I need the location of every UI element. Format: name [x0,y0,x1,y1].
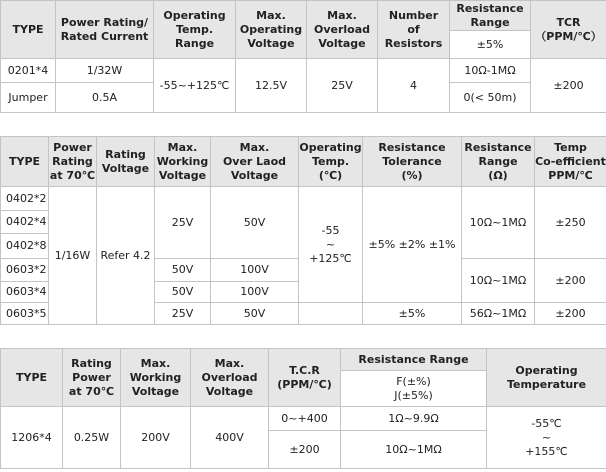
header-resistance-tolerance: Resistance Tolerance (%) [363,137,462,187]
cell-working-voltage: 25V [155,187,211,259]
header-temp-coefficient: Temp Co-efficient PPM/℃ [535,137,606,187]
cell-overload-voltage: 50V [211,187,299,259]
header-power-rating: Power Rating/ Rated Current [56,1,154,59]
cell-resistance-range: 10Ω~1MΩ [341,431,487,469]
header-max-working-voltage: Max. Working Voltage [121,349,191,407]
cell-resistance-range: 10Ω~1MΩ [462,259,535,303]
cell-temp: -55~+125℃ [154,59,236,113]
header-number-of-resistors: Number of Resistors [378,1,450,59]
cell-working-voltage: 200V [121,407,191,469]
cell-temp-coefficient: ±250 [535,187,606,259]
cell-temp-coefficient: ±200 [535,259,606,303]
cell-tcr: ±200 [531,59,606,113]
header-resistance-range: Resistance Range [341,349,487,371]
header-resistance-tolerance: F(±%) J(±5%) [341,371,487,407]
header-operating-temp: Operating Temp. Range [154,1,236,59]
spec-table-0201 [0,0,606,113]
header-type: TYPE [1,1,56,59]
header-max-overload-voltage: Max. Overload Voltage [191,349,269,407]
header-max-operating-voltage: Max. Operating Voltage [236,1,307,59]
header-rating-power: Rating Power at 70℃ [63,349,121,407]
header-resistance-range: Resistance Range (Ω) [462,137,535,187]
cell-operating-temperature: -55℃ ~ +155℃ [487,407,606,469]
cell-type: 0402*4 [1,211,49,234]
cell-overload-voltage: 100V [211,282,299,303]
cell-temp-coefficient: ±200 [535,303,606,325]
cell-operating-temp: -55 ~ +125℃ [299,187,363,303]
cell-type: Jumper [1,83,56,113]
cell-voltage: 12.5V [236,59,307,113]
header-max-overload-voltage: Max. Over Laod Voltage [211,137,299,187]
cell-tcr: ±200 [269,431,341,469]
header-operating-temp: Operating Temp. (℃) [299,137,363,187]
cell-type: 0402*8 [1,234,49,259]
cell-type: 0201*4 [1,59,56,83]
cell-resistance-range: 10Ω~1MΩ [462,187,535,259]
cell-operating-temp-blank [299,303,363,325]
header-tcr: T.C.R (PPM/℃) [269,349,341,407]
spec-table-0402-0603 [0,136,606,325]
cell-type: 0603*2 [1,259,49,282]
table-row [1,59,606,83]
cell-rating-voltage: Refer 4.2 [97,187,155,325]
cell-overload: 25V [307,59,378,113]
cell-resistance: 10Ω-1MΩ [450,59,531,83]
cell-working-voltage: 50V [155,282,211,303]
cell-power: 1/16W [49,187,97,325]
cell-type: 0603*4 [1,282,49,303]
cell-rating-power: 0.25W [63,407,121,469]
header-max-overload-voltage: Max. Overload Voltage [307,1,378,59]
header-rating-voltage: Rating Voltage [97,137,155,187]
header-max-working-voltage: Max. Working Voltage [155,137,211,187]
cell-number: 4 [378,59,450,113]
spec-table-1206 [0,348,606,469]
cell-power: 1/32W [56,59,154,83]
cell-overload-voltage: 100V [211,259,299,282]
cell-type: 1206*4 [1,407,63,469]
table-row [1,407,606,431]
cell-working-voltage: 50V [155,259,211,282]
cell-overload-voltage: 50V [211,303,299,325]
header-tcr: TCR （PPM/℃） [531,1,606,59]
cell-power: 0.5A [56,83,154,113]
header-operating-temperature: Operating Temperature [487,349,606,407]
cell-tolerance: ±5% [363,303,462,325]
header-power-rating: Power Rating at 70℃ [49,137,97,187]
cell-type: 0603*5 [1,303,49,325]
header-resistance-tolerance: ±5% [450,31,531,59]
cell-resistance: 0(< 50m) [450,83,531,113]
cell-overload-voltage: 400V [191,407,269,469]
table-row [1,187,606,211]
header-type: TYPE [1,349,63,407]
cell-working-voltage: 25V [155,303,211,325]
cell-tolerance: ±5% ±2% ±1% [363,187,462,303]
header-resistance-range: Resistance Range [450,1,531,31]
cell-resistance-range: 1Ω~9.9Ω [341,407,487,431]
header-type: TYPE [1,137,49,187]
cell-tcr: 0~+400 [269,407,341,431]
cell-type: 0402*2 [1,187,49,211]
cell-resistance-range: 56Ω~1MΩ [462,303,535,325]
